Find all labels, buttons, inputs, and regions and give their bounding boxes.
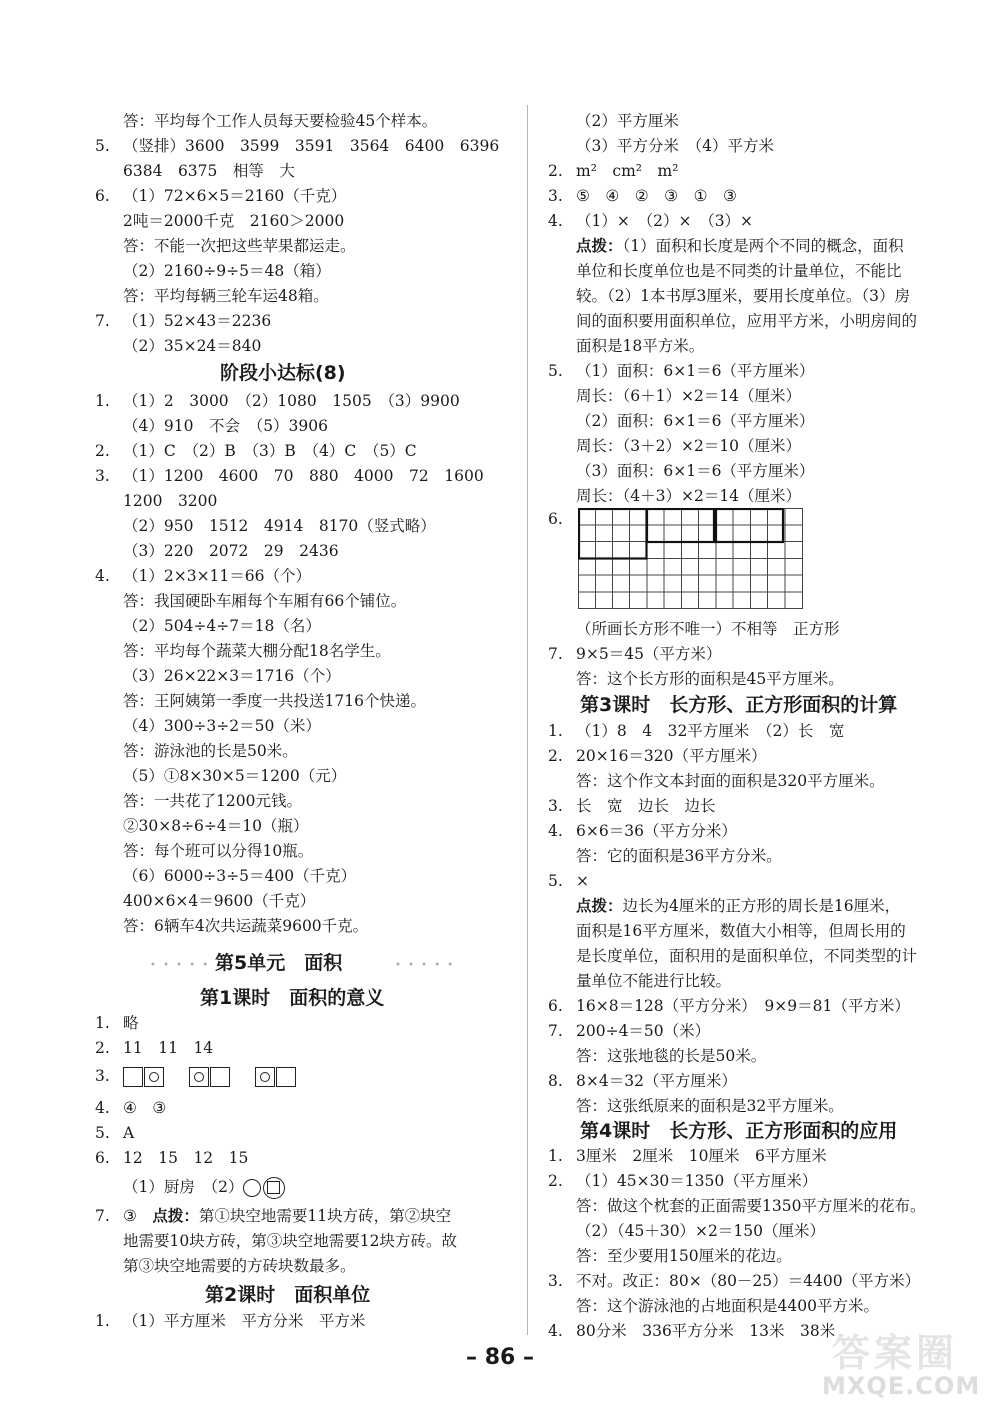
hint-line: 是长度单位，面积用的是面积单位，不同类型的计 [576, 947, 918, 965]
decorative-dots: • • • • • [395, 960, 456, 971]
answer-line: 答：不能一次把这些苹果都运走。 [123, 237, 356, 255]
lesson-heading: 第2课时 面积单位 [205, 1284, 371, 1306]
answer-line: （2）平方厘米 [576, 112, 679, 130]
answer-line: 答：平均每个工作人员每天要检验45个样本。 [123, 112, 438, 130]
page-number: – 86 – [466, 1345, 534, 1370]
column-divider [527, 105, 528, 1335]
answer-line: （4）910 不会 （5）3906 [123, 417, 329, 435]
answer-line: 周长：（4＋3）×2＝14（厘米） [576, 487, 802, 505]
watermark-logo [822, 1320, 987, 1410]
answer-line: ②30×8÷6÷4＝10（瓶） [123, 817, 309, 835]
answer-line: （1）厨房 （2） [123, 1176, 285, 1199]
answer-line: 周长：（6＋1）×2＝14（厘米） [576, 387, 802, 405]
answer-line: 地需要10块方砖，第③块空地需要12块方砖。故 [123, 1232, 457, 1250]
square-in-circle-shape [263, 1177, 285, 1199]
answer-line: 答：做这个枕套的正面需要1350平方厘米的花布。 [576, 1197, 926, 1215]
hint-line: 点拨：边长为4厘米的正方形的周长是16厘米， [576, 897, 901, 915]
section-heading: 阶段小达标(8) [220, 362, 346, 384]
hint-line: 单位和长度单位也是不同类的计量单位，不能比 [576, 262, 902, 280]
answer-line: （2）面积：6×1＝6（平方厘米） [576, 412, 815, 430]
answer-line: 第③块空地需要的方砖块数最多。 [123, 1257, 356, 1275]
answer-line: 答：6辆车4次共运蔬菜9600千克。 [123, 917, 369, 935]
answer-line: 答：我国硬卧车厢每个车厢有66个铺位。 [123, 592, 407, 610]
answer-line: （5）①8×30×5＝1200（元） [123, 767, 347, 785]
lesson-heading: 第4课时 长方形、正方形面积的应用 [580, 1120, 898, 1142]
hint-line: 间的面积要用面积单位，应用平方米，小明房间的 [576, 312, 918, 330]
hint-line: 面积是16平方厘米，数值大小相等，但周长用的 [576, 922, 906, 940]
answer-line: 答：它的面积是36平方分米。 [576, 847, 782, 865]
box-pairs [123, 1065, 297, 1087]
circle-shape [243, 1179, 261, 1197]
answer-line: （3）面积：6×1＝6（平方厘米） [576, 462, 815, 480]
answer-line: （6）6000÷3÷5＝400（千克） [123, 867, 357, 885]
decorative-dots: • • • • • [150, 960, 211, 971]
answer-line: 400×6×4＝9600（千克） [123, 892, 316, 910]
answer-line: 答：每个班可以分得10瓶。 [123, 842, 314, 860]
watermark-url: MXQE.COM [822, 1372, 981, 1400]
answer-line: （4）300÷3÷2＝50（米） [123, 717, 321, 735]
grid-diagram [578, 508, 804, 610]
hint-line: 量单位不能进行比较。 [576, 972, 732, 990]
answer-line: 答：这张纸原来的面积是32平方厘米。 [576, 1097, 844, 1115]
answer-line: （2）950 1512 4914 8170（竖式略） [123, 517, 436, 535]
hint-line: 面积是18平方米。 [576, 337, 705, 355]
answer-line: 答：这个游泳池的占地面积是4400平方米。 [576, 1297, 879, 1315]
hint-line: 点拨：（1）面积和长度是两个不同的概念，面积 [576, 237, 904, 255]
answer-line: （3）220 2072 29 2436 [123, 542, 339, 560]
answer-line: 答：游泳池的长是50米。 [123, 742, 298, 760]
answer-line: 答：一共花了1200元钱。 [123, 792, 302, 810]
lesson-heading: 第3课时 长方形、正方形面积的计算 [580, 694, 898, 716]
answer-line: 6384 6375 相等 大 [123, 162, 295, 180]
answer-line: （所画长方形不唯一）不相等 正方形 [576, 620, 840, 638]
answer-line: 答：王阿姨第一季度一共投送1716个快递。 [123, 692, 426, 710]
answer-line: （2）（45＋30）×2＝150（厘米） [576, 1222, 825, 1240]
answer-line: 答：至少要用150厘米的花边。 [576, 1247, 792, 1265]
answer-line: （3）26×22×3＝1716（个） [123, 667, 341, 685]
answer-line: 周长：（3＋2）×2＝10（厘米） [576, 437, 802, 455]
unit-heading: 第5单元 面积 [215, 952, 343, 974]
answer-line: 1200 3200 [123, 492, 218, 510]
answer-line: （2）2160÷9÷5＝48（箱） [123, 262, 331, 280]
answer-line: 答：平均每辆三轮车运48箱。 [123, 287, 329, 305]
answer-line: 2吨＝2000千克 2160＞2000 [123, 212, 345, 230]
answer-line: 答：这张地毯的长是50米。 [576, 1047, 767, 1065]
lesson-heading: 第1课时 面积的意义 [200, 987, 385, 1009]
answer-line: （2）504÷4÷7＝18（名） [123, 617, 321, 635]
watermark-text: 答案圈 [832, 1331, 959, 1375]
answer-line: 答：这个长方形的面积是45平方厘米。 [576, 670, 844, 688]
hint-line: 较。（2）1本书厚3厘米，要用长度单位。（3）房 [576, 287, 910, 305]
answer-line: 答：这个作文本封面的面积是320平方厘米。 [576, 772, 885, 790]
answer-line: （3）平方分米 （4）平方米 [576, 137, 774, 155]
answer-line: 答：平均每个蔬菜大棚分配18名学生。 [123, 642, 391, 660]
answer-line: （2）35×24＝840 [123, 337, 262, 355]
